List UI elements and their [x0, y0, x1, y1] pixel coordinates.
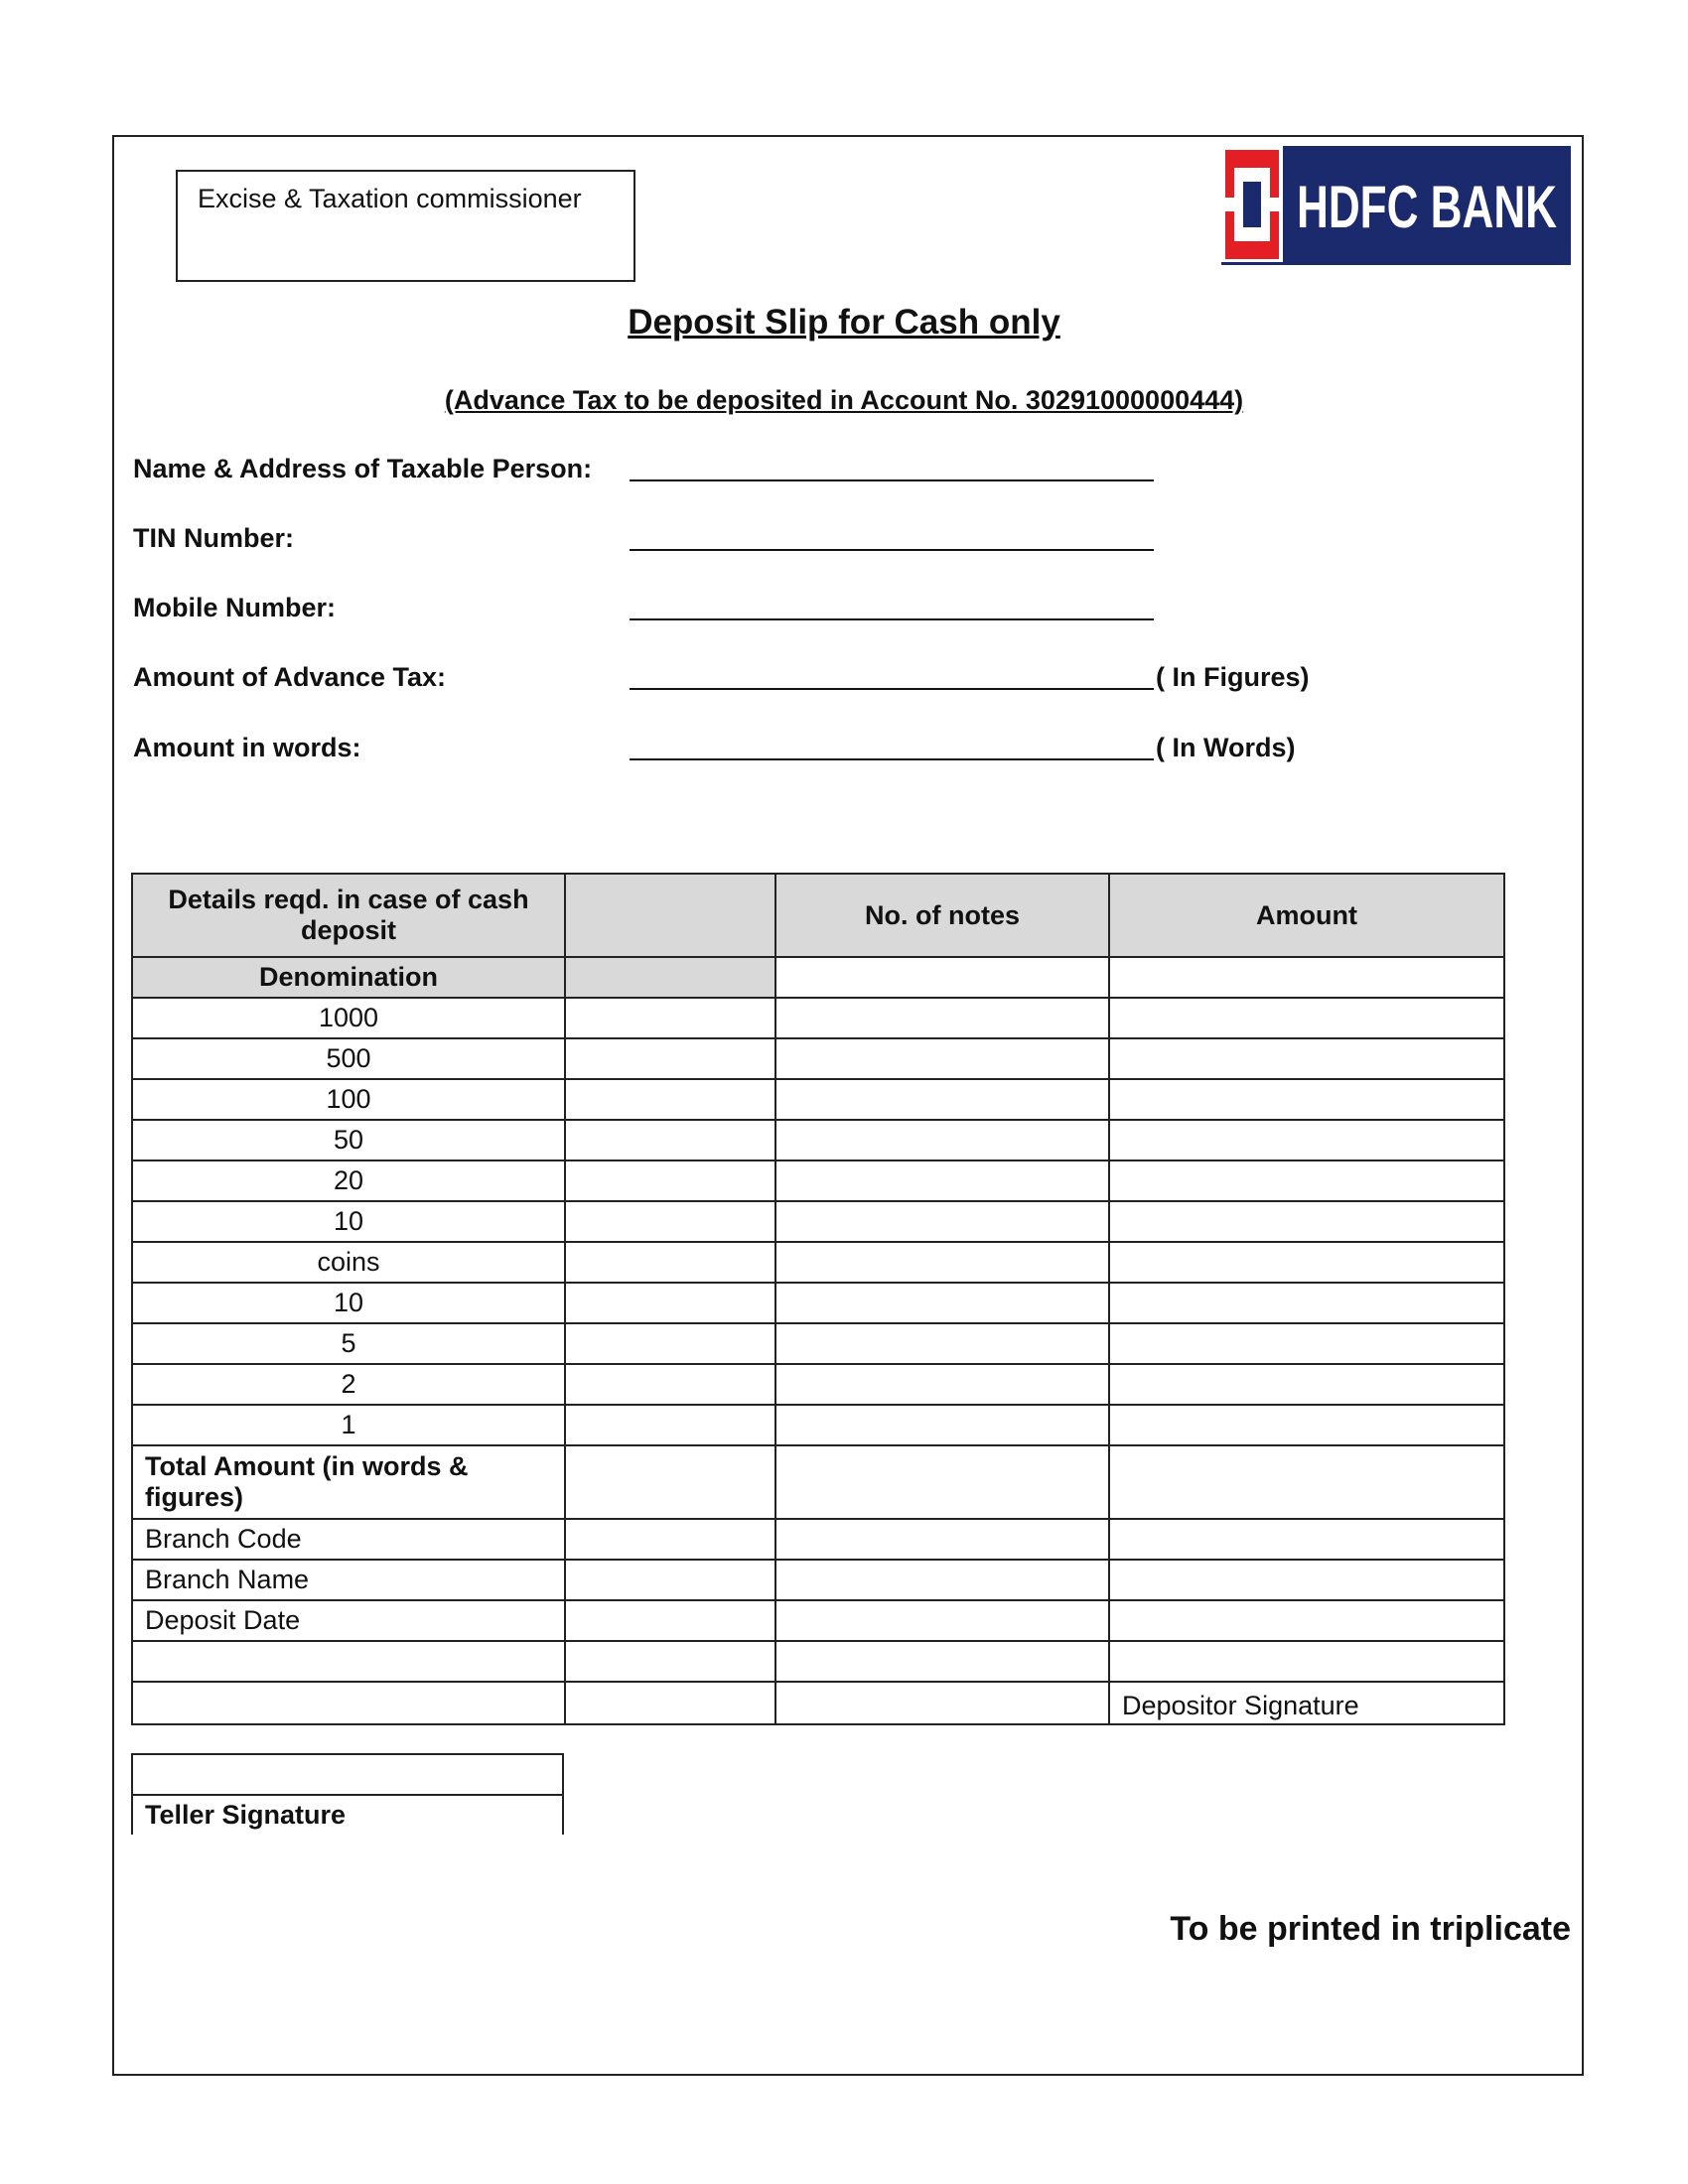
notes-cell[interactable] [775, 1201, 1109, 1242]
amount-cell[interactable] [1109, 1120, 1504, 1160]
deposit-date-row [132, 1600, 1504, 1641]
branch-code-row [132, 1519, 1504, 1560]
blank-cell[interactable] [565, 1079, 775, 1120]
print-instruction: To be printed in triplicate [1170, 1910, 1571, 1948]
in-figures-note: ( In Figures) [1156, 662, 1310, 692]
blank-cell[interactable] [775, 1600, 1109, 1641]
notes-cell[interactable] [775, 1445, 1109, 1519]
blank-cell[interactable] [565, 998, 775, 1038]
notes-cell[interactable] [775, 998, 1109, 1038]
teller-signature-block [131, 1753, 564, 1835]
advance-tax-field[interactable] [630, 688, 1154, 690]
branch-code-label: Branch Code [132, 1519, 565, 1560]
denomination-value: 1000 [132, 998, 565, 1038]
amount-cell[interactable] [1109, 1038, 1504, 1079]
deposit-date-field[interactable] [565, 1600, 775, 1641]
notes-cell[interactable] [775, 1160, 1109, 1201]
blank-cell[interactable] [565, 1201, 775, 1242]
blank-cell[interactable] [775, 1641, 1109, 1682]
depositor-signature-label: Depositor Signature [1122, 1691, 1359, 1720]
blank-cell[interactable] [775, 1560, 1109, 1600]
amount-cell[interactable] [1109, 1079, 1504, 1120]
notes-cell[interactable] [775, 1364, 1109, 1405]
table-row [132, 1242, 1504, 1283]
depositor-signature-cell[interactable] [1109, 1682, 1504, 1724]
blank-cell[interactable] [565, 1641, 775, 1682]
blank-cell[interactable] [1109, 1519, 1504, 1560]
table-row [132, 1201, 1504, 1242]
blank-header-cell [565, 957, 775, 998]
signature-row [132, 1682, 1504, 1724]
page-title: Deposit Slip for Cash only [628, 303, 1060, 341]
branch-name-row [132, 1560, 1504, 1600]
table-row [132, 1120, 1504, 1160]
denomination-value: 500 [132, 1038, 565, 1079]
branch-name-field[interactable] [565, 1560, 775, 1600]
teller-signature-field[interactable] [131, 1753, 564, 1794]
blank-cell[interactable] [1109, 1641, 1504, 1682]
notes-header: No. of notes [775, 874, 1109, 957]
blank-cell[interactable] [565, 1405, 775, 1445]
notes-cell[interactable] [775, 1323, 1109, 1364]
denomination-value: 5 [132, 1323, 565, 1364]
table-row [132, 1160, 1504, 1201]
amount-cell[interactable] [1109, 1323, 1504, 1364]
blank-cell[interactable] [775, 1682, 1109, 1724]
table-row [132, 998, 1504, 1038]
svg-text:HDFC BANK: HDFC BANK [1297, 174, 1557, 240]
department-name: Excise & Taxation commissioner [198, 184, 582, 213]
blank-row [132, 1641, 1504, 1682]
blank-cell[interactable] [565, 1242, 775, 1283]
denomination-value: 1 [132, 1405, 565, 1445]
total-amount-cell[interactable] [1109, 1445, 1504, 1519]
advance-tax-label: Amount of Advance Tax: [133, 662, 447, 692]
amount-cell[interactable] [1109, 1405, 1504, 1445]
name-address-field[interactable] [630, 479, 1154, 481]
blank-cell[interactable] [565, 1120, 775, 1160]
blank-cell[interactable] [565, 1445, 775, 1519]
branch-name-label: Branch Name [132, 1560, 565, 1600]
notes-cell[interactable] [775, 1079, 1109, 1120]
blank-cell[interactable] [565, 1323, 775, 1364]
total-amount-label: Total Amount (in words & figures) [132, 1445, 565, 1519]
denomination-header: Denomination [132, 957, 565, 998]
amount-cell[interactable] [1109, 1242, 1504, 1283]
blank-cell[interactable] [1109, 1560, 1504, 1600]
denomination-value: 50 [132, 1120, 565, 1160]
table-header-row [132, 874, 1504, 957]
coins-label: coins [132, 1242, 565, 1283]
total-row [132, 1445, 1504, 1519]
table-row [132, 1323, 1504, 1364]
details-header: Details reqd. in case of cash deposit [132, 874, 565, 957]
department-box [176, 170, 635, 282]
hdfc-bank-logo [1221, 146, 1571, 263]
notes-cell[interactable] [775, 1242, 1109, 1283]
blank-cell[interactable] [565, 1038, 775, 1079]
blank-cell[interactable] [565, 1364, 775, 1405]
table-row [132, 1405, 1504, 1445]
table-row [132, 1364, 1504, 1405]
tin-field[interactable] [630, 549, 1154, 551]
amount-cell[interactable] [1109, 1201, 1504, 1242]
notes-cell[interactable] [775, 1405, 1109, 1445]
logo-underline [1221, 262, 1571, 265]
table-row [132, 1038, 1504, 1079]
tin-label: TIN Number: [133, 523, 294, 553]
amount-cell[interactable] [1109, 1160, 1504, 1201]
amount-cell[interactable] [1109, 1364, 1504, 1405]
blank-cell[interactable] [565, 1682, 775, 1724]
mobile-label: Mobile Number: [133, 593, 337, 622]
notes-cell[interactable] [775, 957, 1109, 998]
name-address-label: Name & Address of Taxable Person: [133, 454, 593, 483]
amount-cell[interactable] [1109, 957, 1504, 998]
notes-cell[interactable] [775, 1038, 1109, 1079]
amount-words-field[interactable] [630, 758, 1154, 760]
amount-header: Amount [1109, 874, 1504, 957]
branch-code-field[interactable] [565, 1519, 775, 1560]
blank-cell[interactable] [775, 1519, 1109, 1560]
teller-signature-label: Teller Signature [131, 1794, 564, 1835]
table-row [132, 1283, 1504, 1323]
blank-header-cell [565, 874, 775, 957]
denomination-value: 20 [132, 1160, 565, 1201]
deposit-date-label: Deposit Date [132, 1600, 565, 1641]
table-row [132, 1079, 1504, 1120]
cash-deposit-table [131, 873, 1505, 1725]
in-words-note: ( In Words) [1156, 733, 1296, 762]
denomination-header-row [132, 957, 1504, 998]
notes-cell[interactable] [775, 1283, 1109, 1323]
notes-cell[interactable] [775, 1120, 1109, 1160]
amount-words-label: Amount in words: [133, 733, 361, 762]
blank-cell[interactable] [565, 1283, 775, 1323]
mobile-field[interactable] [630, 618, 1154, 620]
amount-cell[interactable] [1109, 998, 1504, 1038]
denomination-value: 10 [132, 1283, 565, 1323]
denomination-value: 10 [132, 1201, 565, 1242]
amount-cell[interactable] [1109, 1283, 1504, 1323]
blank-cell[interactable] [565, 1160, 775, 1201]
blank-cell[interactable] [132, 1641, 565, 1682]
denomination-value: 2 [132, 1364, 565, 1405]
blank-cell[interactable] [132, 1682, 565, 1724]
blank-cell[interactable] [1109, 1600, 1504, 1641]
denomination-value: 100 [132, 1079, 565, 1120]
account-subtitle: (Advance Tax to be deposited in Account No. 30291000000444) [444, 385, 1244, 415]
